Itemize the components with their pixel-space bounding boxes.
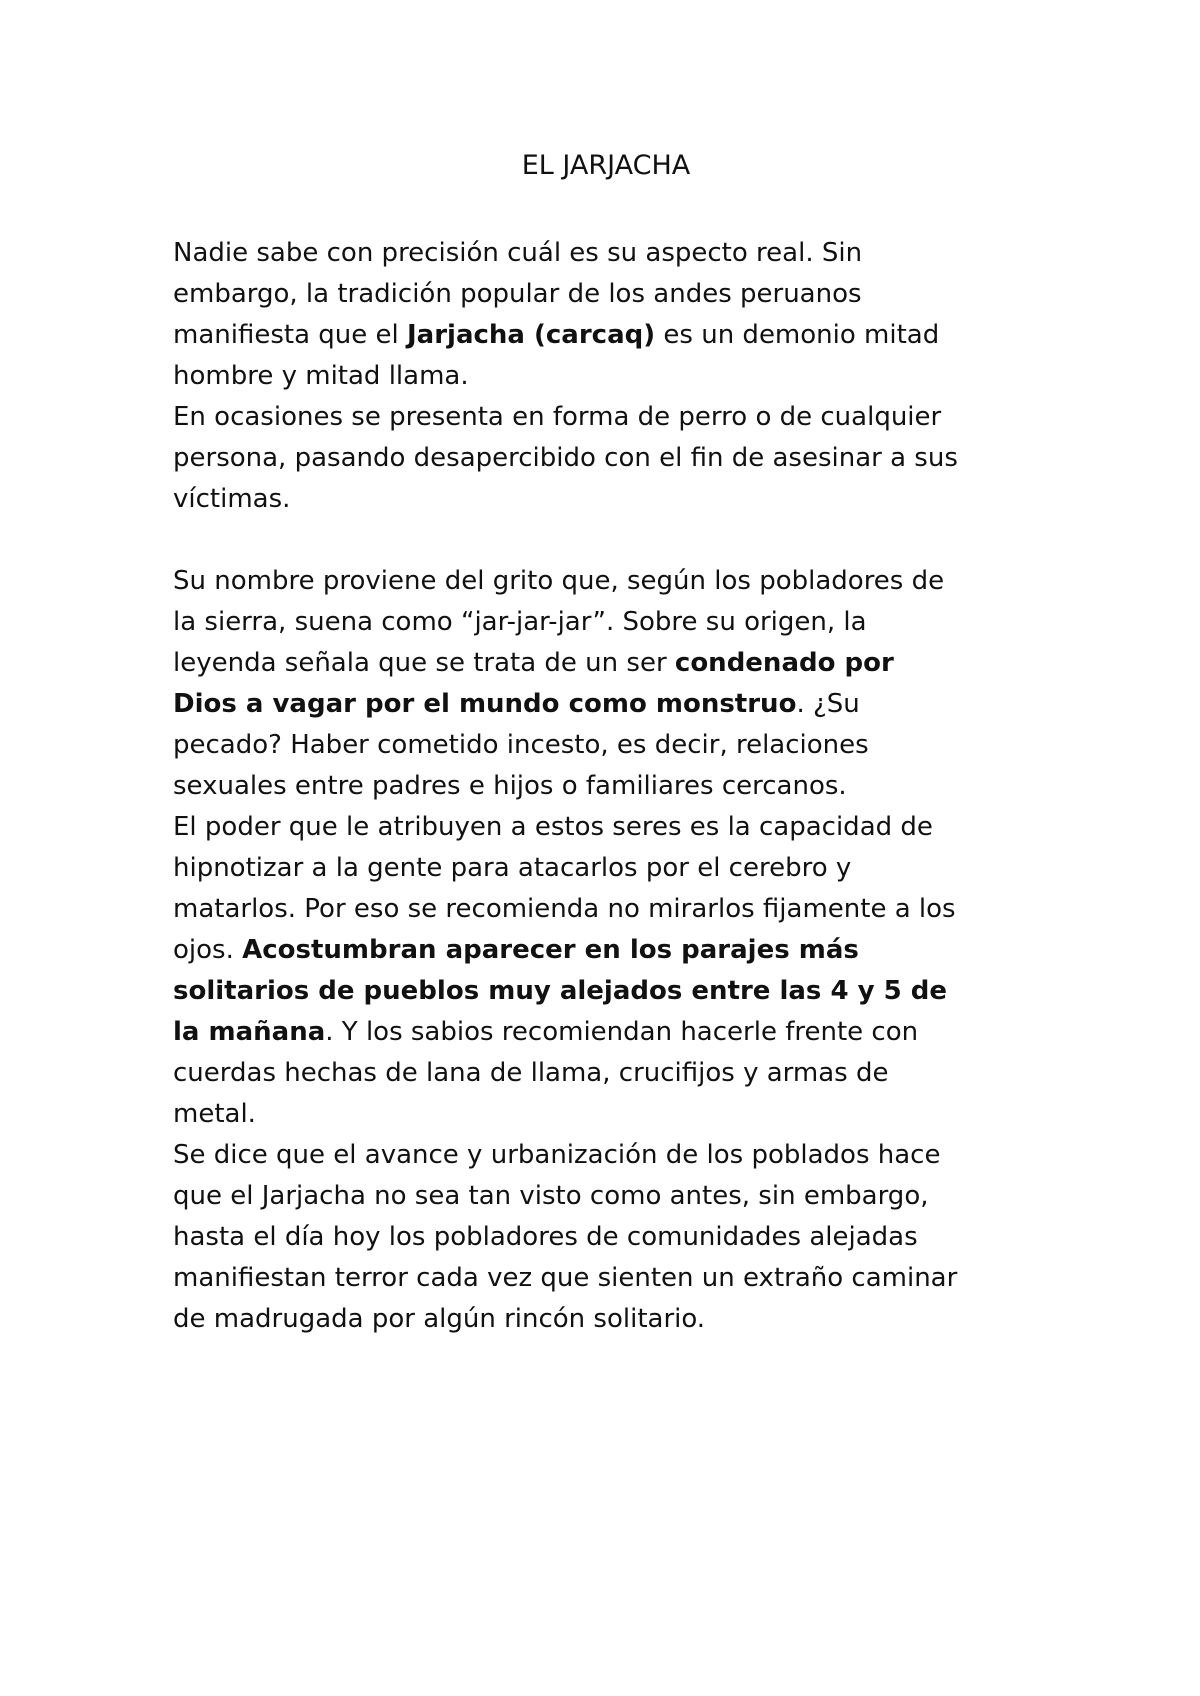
text-line: El poder que le atribuyen a estos seres es la capacidad de	[173, 812, 933, 842]
text-line	[173, 643, 1053, 684]
bold-text: Acostumbran aparecer en los parajes más	[242, 935, 859, 965]
text-line: hombre y mitad llama.	[173, 361, 469, 391]
document-body	[173, 233, 1053, 1340]
text-line: hasta el día hoy los pobladores de comunidades alejadas	[173, 1222, 918, 1252]
text-segment: . Y los sabios recomiendan hacerle frente con	[325, 1017, 919, 1047]
text-segment: es un demonio mitad	[655, 320, 940, 350]
text-line	[173, 971, 1053, 1012]
text-line: En ocasiones se presenta en forma de perro o de cualquier	[173, 402, 942, 432]
text-line	[173, 684, 1053, 725]
text-line: embargo, la tradición popular de los andes peruanos	[173, 279, 862, 309]
text-line	[173, 1012, 1053, 1053]
bold-text: Jarjacha (carcaq)	[407, 320, 656, 350]
text-line: la sierra, suena como “jar-jar-jar”. Sobre su origen, la	[173, 607, 867, 637]
text-line: persona, pasando desapercibido con el fin de asesinar a sus	[173, 443, 958, 473]
text-line: manifiestan terror cada vez que sienten un extraño caminar	[173, 1263, 958, 1293]
text-line: Nadie sabe con precisión cuál es su aspecto real. Sin	[173, 238, 863, 268]
text-line: Su nombre proviene del grito que, según los pobladores de	[173, 566, 945, 596]
paragraph-spacer	[173, 520, 1053, 561]
bold-text: la mañana	[173, 1017, 326, 1047]
text-line: hipnotizar a la gente para atacarlos por el cerebro y	[173, 853, 852, 883]
text-line: de madrugada por algún rincón solitario.	[173, 1304, 706, 1334]
document-title: EL JARJACHA	[521, 150, 691, 181]
text-line: que el Jarjacha no sea tan visto como antes, sin embargo,	[173, 1181, 929, 1211]
text-line: víctimas.	[173, 484, 291, 514]
text-line	[173, 930, 1053, 971]
text-line	[173, 315, 1053, 356]
bold-text: solitarios de pueblos muy alejados entre las 4 y 5 de	[173, 976, 947, 1006]
text-line: Se dice que el avance y urbanización de los poblados hace	[173, 1140, 941, 1170]
text-line: pecado? Haber cometido incesto, es decir, relaciones	[173, 730, 869, 760]
bold-text: condenado por	[674, 648, 894, 678]
text-segment: leyenda señala que se trata de un ser	[173, 648, 675, 678]
text-line: metal.	[173, 1099, 256, 1129]
text-line: cuerdas hechas de lana de llama, crucifijos y armas de	[173, 1058, 889, 1088]
text-line: sexuales entre padres e hijos o familiares cercanos.	[173, 771, 847, 801]
text-segment: manifiesta que el	[173, 320, 407, 350]
bold-text: Dios a vagar por el mundo como monstruo	[173, 689, 797, 719]
text-segment: ojos.	[173, 935, 243, 965]
text-line: matarlos. Por eso se recomienda no mirarlos fijamente a los	[173, 894, 956, 924]
text-segment: . ¿Su	[796, 689, 860, 719]
